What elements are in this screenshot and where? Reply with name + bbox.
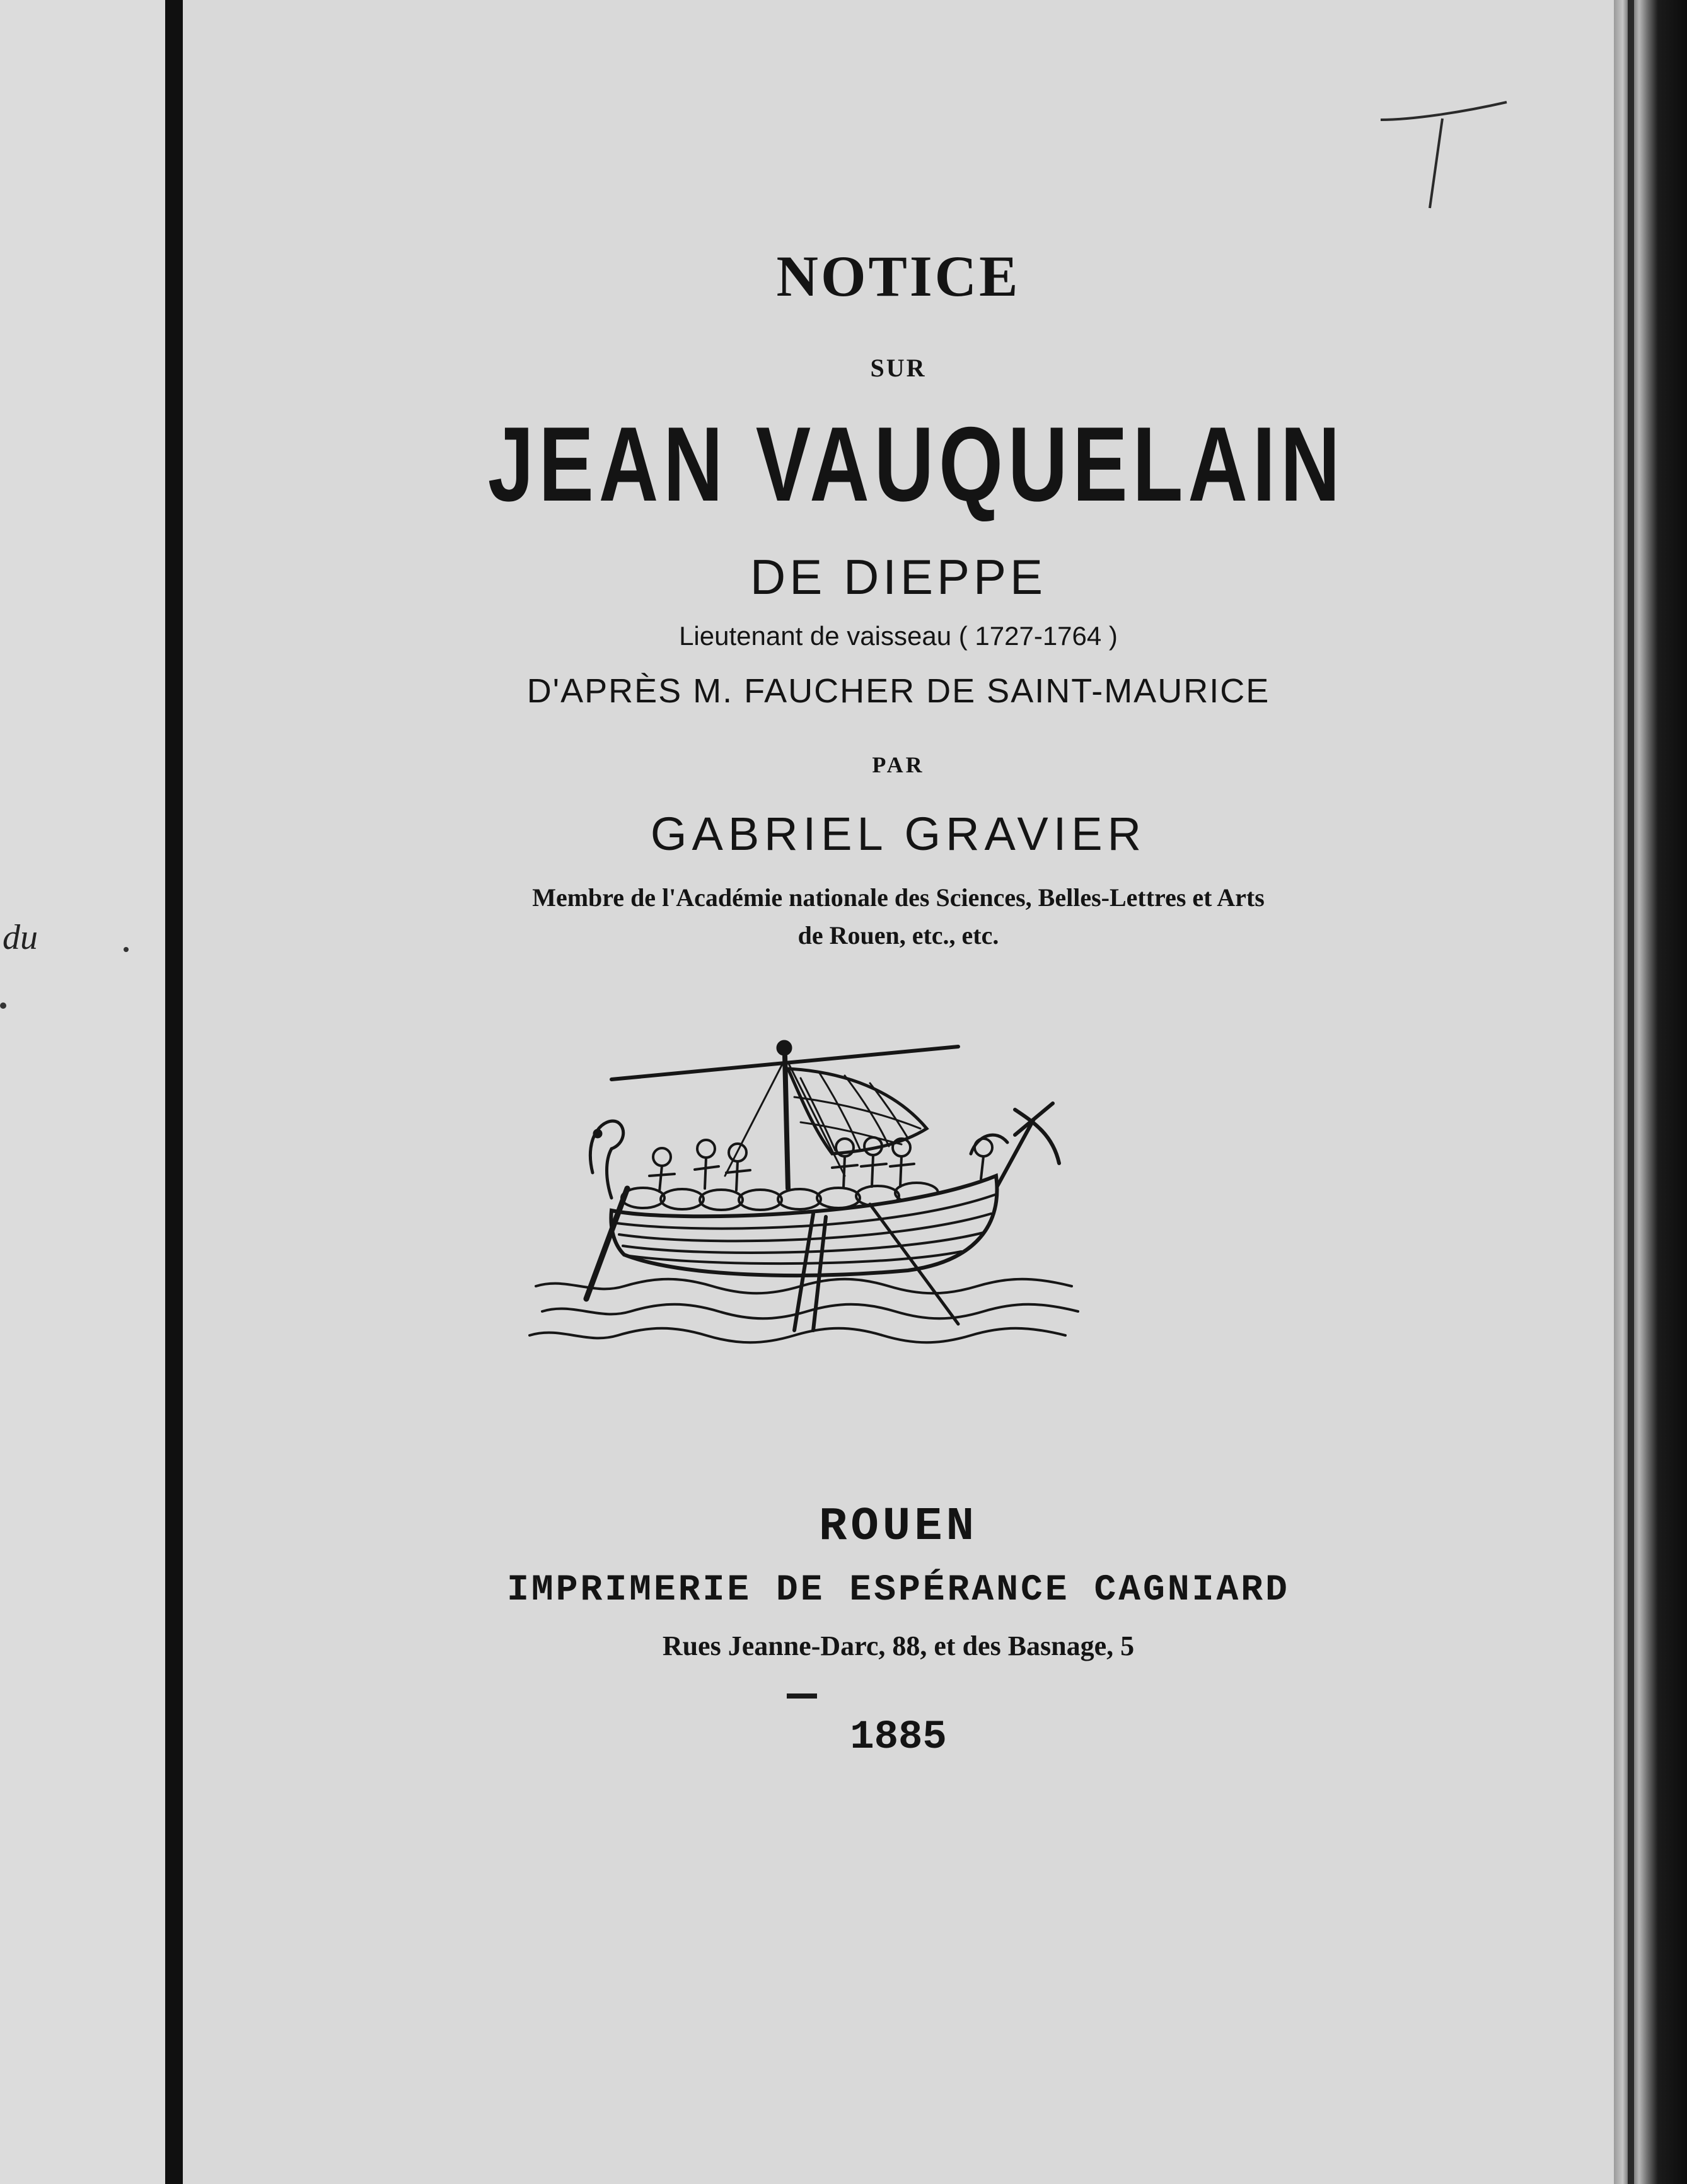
source-attribution: D'APRÈS M. FAUCHER DE SAINT-MAURICE (526, 672, 1270, 710)
by-label: PAR (872, 752, 925, 777)
separator-dash (787, 1693, 817, 1699)
facing-page-dot (124, 947, 129, 952)
facing-page (0, 0, 165, 2184)
facing-page-text-fragment: du (3, 918, 38, 957)
main-title-name: JEAN VAUQUELAIN (487, 405, 1345, 523)
imprint-year: 1885 (850, 1715, 947, 1760)
pencil-annotation (1368, 95, 1532, 221)
author-affiliation-line2: de Rouen, etc., etc. (797, 921, 999, 950)
heading-notice: NOTICE (776, 244, 1021, 308)
author-name: GABRIEL GRAVIER (650, 808, 1147, 860)
imprint-address: Rues Jeanne-Darc, 88, et des Basnage, 5 (662, 1630, 1135, 1661)
imprint-printer: IMPRIMERIE DE ESPÉRANCE CAGNIARD (507, 1570, 1290, 1611)
book-gutter (165, 0, 183, 2184)
page-edges (1614, 0, 1687, 2184)
viking-ship-illustration (517, 1034, 1097, 1362)
subtitle-rank: Lieutenant de vaisseau ( 1727-1764 ) (679, 621, 1118, 651)
subtitle-place: DE DIEPPE (750, 549, 1047, 605)
imprint-city: ROUEN (818, 1501, 978, 1554)
author-affiliation-line1: Membre de l'Académie nationale des Sciences, Belles-Lettres et Arts (532, 883, 1265, 912)
page-edge-shadow (1628, 0, 1634, 2184)
heading-sur: SUR (870, 354, 927, 382)
facing-page-mark (0, 1002, 6, 1009)
